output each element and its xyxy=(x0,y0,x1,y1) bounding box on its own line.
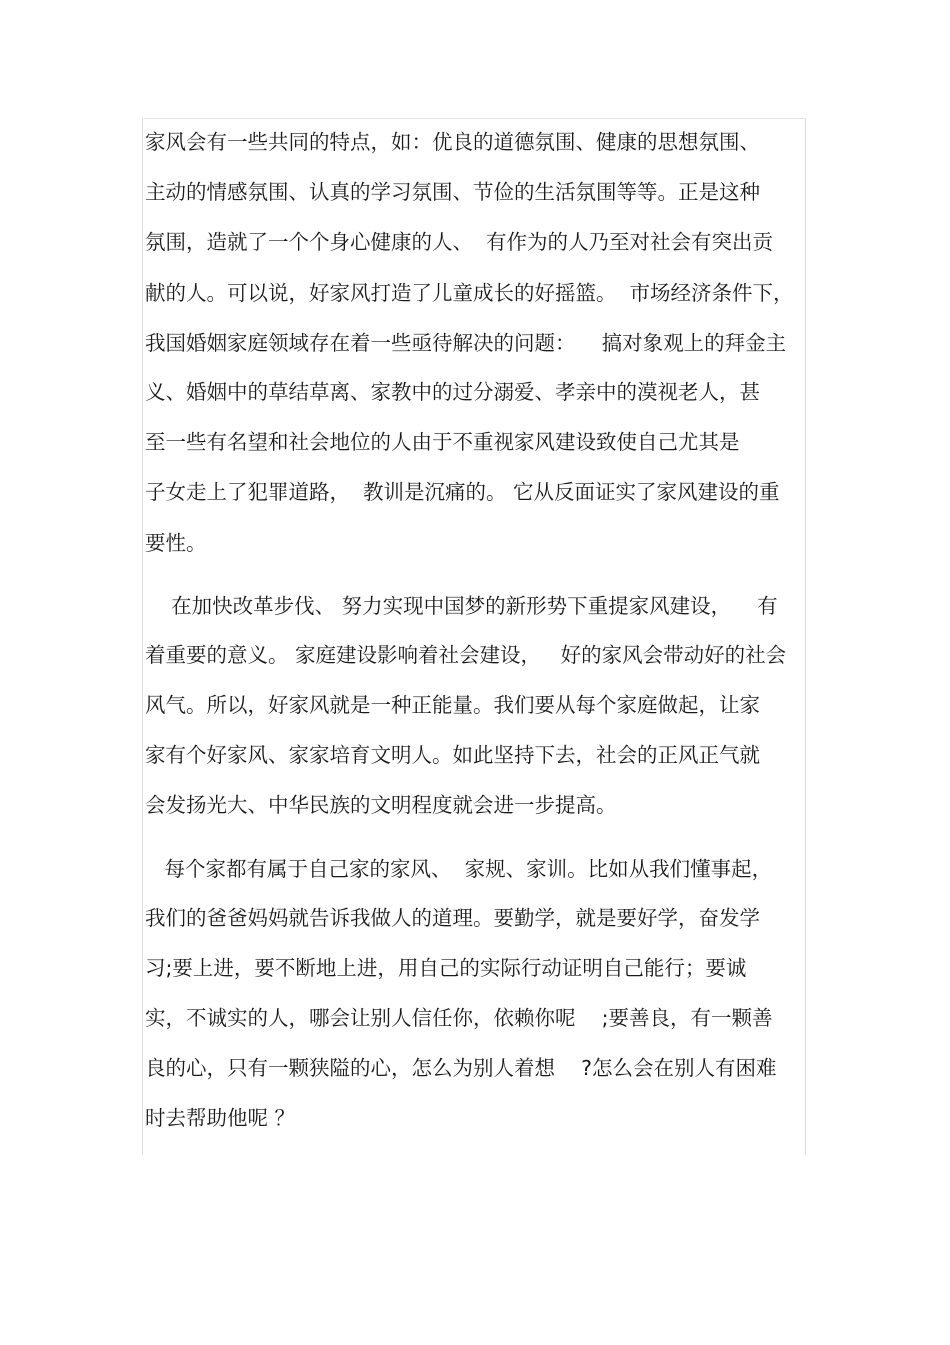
text-line: 时去帮助他呢 ？ xyxy=(145,1106,296,1130)
text-line: 良的心，只有一颗狭隘的心，怎么为别人着想 ?怎么会在别人有困难 xyxy=(145,1056,777,1080)
text-line: 至一些有名望和社会地位的人由于不重视家风建设致使自己尤其是 xyxy=(145,430,740,454)
text-line: 子女走上了犯罪道路， 教训是沉痛的。 它从反面证实了家风建设的重 xyxy=(145,480,780,504)
text-line: 氛围，造就了一个个身心健康的人、 有作为的人乃至对社会有突出贡 xyxy=(145,230,774,254)
text-line: 在加快改革步伐、 努力实现中国梦的新形势下重提家风建设， 有 xyxy=(145,594,778,618)
text-line: 每个家都有属于自己家的家风、 家规、家训。比如从我们懂事起， xyxy=(145,857,773,881)
text-line: 我国婚姻家庭领域存在着一些亟待解决的问题： 搞对象观上的拜金主 xyxy=(145,331,787,355)
text-line: 习;要上进，要不断地上进，用自己的实际行动证明自己能行；要诚 xyxy=(145,956,747,980)
text-line: 着重要的意义。 家庭建设影响着社会建设， 好的家风会带动好的社会 xyxy=(145,643,787,667)
text-line: 家有个好家风、家家培育文明人。如此坚持下去，社会的正风正气就 xyxy=(145,743,760,767)
text-line: 会发扬光大、中华民族的文明程度就会进一步提高。 xyxy=(145,793,617,817)
text-line: 义、婚姻中的草结草离、家教中的过分溺爱、孝亲中的漠视老人，甚 xyxy=(145,380,760,404)
text-line: 家风会有一些共同的特点，如：优良的道德氛围、健康的思想氛围、 xyxy=(145,130,760,154)
text-line: 实，不诚实的人，哪会让别人信任你，依赖你呢 ;要善良，有一颗善 xyxy=(145,1006,773,1030)
text-line: 我们的爸爸妈妈就告诉我做人的道理。要勤学，就是要好学，奋发学 xyxy=(145,906,760,930)
text-line: 主动的情感氛围、认真的学习氛围、节俭的生活氛围等等。正是这种 xyxy=(145,180,760,204)
text-line: 要性。 xyxy=(145,531,207,555)
text-line: 风气。所以，好家风就是一种正能量。我们要从每个家庭做起，让家 xyxy=(145,693,760,717)
page-frame xyxy=(142,118,806,1155)
text-line: 献的人。可以说，好家风打造了儿童成长的好摇篮。 市场经济条件下， xyxy=(145,281,794,305)
